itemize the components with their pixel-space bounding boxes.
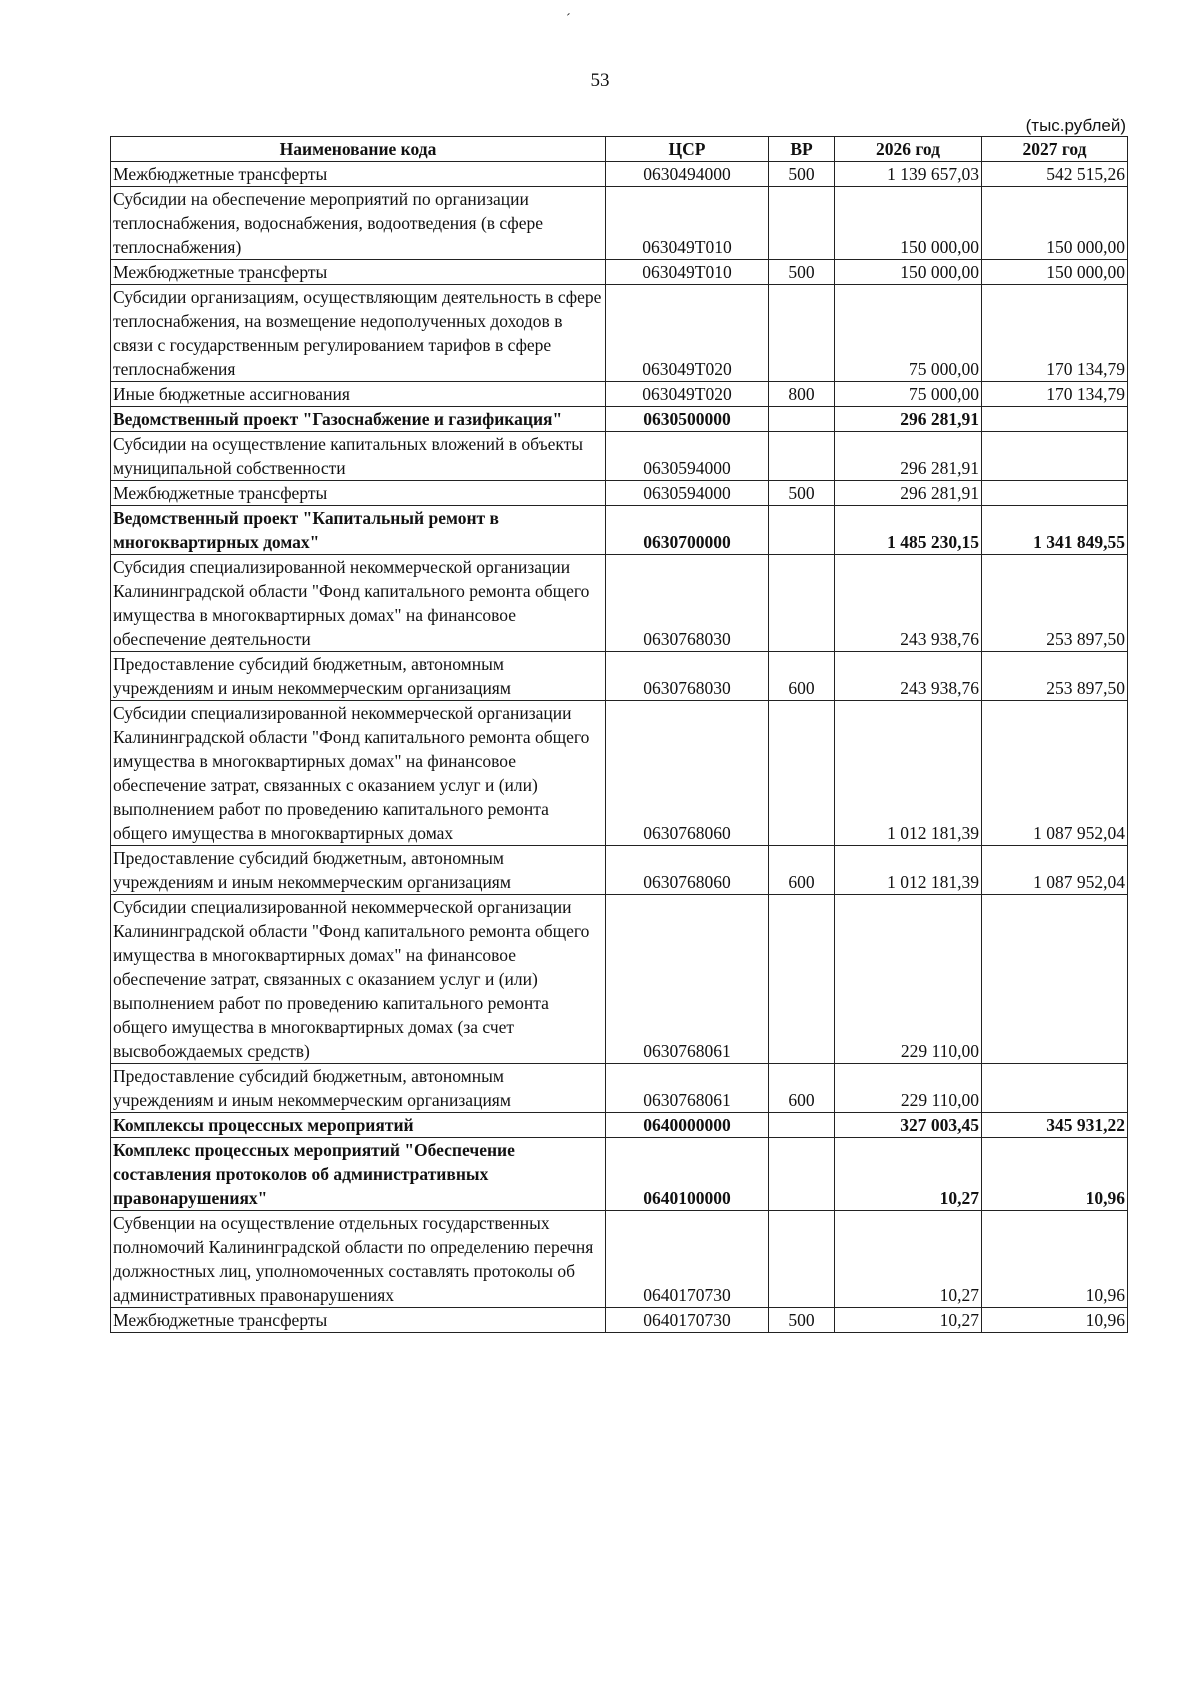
row-csr-cell: 0630594000 bbox=[606, 432, 769, 481]
row-csr-cell: 063049Т020 bbox=[606, 285, 769, 382]
row-2026-cell: 10,27 bbox=[835, 1308, 982, 1333]
row-csr-cell: 063049Т020 bbox=[606, 382, 769, 407]
row-2027-cell: 345 931,22 bbox=[982, 1113, 1128, 1138]
units-label: (тыс.рублей) bbox=[1025, 116, 1126, 135]
row-name-cell: Иные бюджетные ассигнования bbox=[111, 382, 606, 407]
row-2027-cell: 170 134,79 bbox=[982, 382, 1128, 407]
row-2026-cell: 75 000,00 bbox=[835, 285, 982, 382]
table-row bbox=[111, 895, 1128, 1064]
row-name-cell: Субсидии организациям, осуществляющим деятельность в сфере теплоснабжения, на возмещение недополученных доходов в связи с государственным регулированием тарифов в сфере теплоснабжения bbox=[111, 285, 606, 382]
row-vr-cell bbox=[769, 555, 835, 652]
row-vr-cell: 500 bbox=[769, 260, 835, 285]
row-2026-cell: 296 281,91 bbox=[835, 407, 982, 432]
table-row bbox=[111, 555, 1128, 652]
row-name-cell: Субсидия специализированной некоммерческой организации Калининградской области "Фонд капитального ремонта общего имущества в многоквартирных домах" на финансовое обеспечение деятельности bbox=[111, 555, 606, 652]
row-2026-cell: 75 000,00 bbox=[835, 382, 982, 407]
row-vr-cell bbox=[769, 1211, 835, 1308]
row-2026-cell: 1 485 230,15 bbox=[835, 506, 982, 555]
row-2026-cell: 10,27 bbox=[835, 1138, 982, 1211]
table-row bbox=[111, 652, 1128, 701]
row-2027-cell bbox=[982, 432, 1128, 481]
row-name-cell: Межбюджетные трансферты bbox=[111, 481, 606, 506]
row-2026-cell: 150 000,00 bbox=[835, 260, 982, 285]
row-csr-cell: 0630594000 bbox=[606, 481, 769, 506]
table-row bbox=[111, 285, 1128, 382]
row-csr-cell: 0630768030 bbox=[606, 555, 769, 652]
row-name-cell: Ведомственный проект "Газоснабжение и газификация" bbox=[111, 407, 606, 432]
row-name-cell: Межбюджетные трансферты bbox=[111, 162, 606, 187]
row-name-cell: Субсидии на осуществление капитальных вложений в объекты муниципальной собственности bbox=[111, 432, 606, 481]
row-name-cell: Субсидии на обеспечение мероприятий по организации теплоснабжения, водоснабжения, водоотведения (в сфере теплоснабжения) bbox=[111, 187, 606, 260]
header-2027: 2027 год bbox=[982, 137, 1128, 162]
row-name-cell: Субсидии специализированной некоммерческой организации Калининградской области "Фонд капитального ремонта общего имущества в многоквартирных домах" на финансовое обеспечение затрат, связанных с оказанием услуг и (или) выполнением работ по проведению капитального ремонта общего имущества в многоквартирных домах (за счет высвобождаемых средств) bbox=[111, 895, 606, 1064]
row-name-cell: Ведомственный проект "Капитальный ремонт в многоквартирных домах" bbox=[111, 506, 606, 555]
row-2027-cell: 1 341 849,55 bbox=[982, 506, 1128, 555]
row-2026-cell: 229 110,00 bbox=[835, 1064, 982, 1113]
row-2027-cell: 10,96 bbox=[982, 1138, 1128, 1211]
table-body bbox=[111, 162, 1128, 1333]
row-csr-cell: 0630494000 bbox=[606, 162, 769, 187]
row-csr-cell: 063049Т010 bbox=[606, 260, 769, 285]
row-name-cell: Предоставление субсидий бюджетным, автономным учреждениям и иным некоммерческим организациям bbox=[111, 1064, 606, 1113]
row-vr-cell bbox=[769, 407, 835, 432]
row-name-cell: Субвенции на осуществление отдельных государственных полномочий Калининградской области по определению перечня должностных лиц, уполномоченных составлять протоколы об административных правонарушениях bbox=[111, 1211, 606, 1308]
row-vr-cell bbox=[769, 506, 835, 555]
row-vr-cell: 500 bbox=[769, 481, 835, 506]
table-row bbox=[111, 1211, 1128, 1308]
row-2027-cell: 10,96 bbox=[982, 1308, 1128, 1333]
row-vr-cell: 500 bbox=[769, 162, 835, 187]
budget-table bbox=[110, 136, 1128, 1333]
row-csr-cell: 063049Т010 bbox=[606, 187, 769, 260]
row-vr-cell bbox=[769, 1138, 835, 1211]
row-vr-cell bbox=[769, 285, 835, 382]
row-2027-cell: 542 515,26 bbox=[982, 162, 1128, 187]
header-name: Наименование кода bbox=[111, 137, 606, 162]
table-row bbox=[111, 162, 1128, 187]
row-2027-cell bbox=[982, 481, 1128, 506]
row-2027-cell bbox=[982, 895, 1128, 1064]
table-row bbox=[111, 187, 1128, 260]
row-2027-cell: 170 134,79 bbox=[982, 285, 1128, 382]
row-2027-cell bbox=[982, 407, 1128, 432]
row-name-cell: Предоставление субсидий бюджетным, автономным учреждениям и иным некоммерческим организациям bbox=[111, 652, 606, 701]
scan-mark: ˊ bbox=[566, 12, 571, 27]
row-csr-cell: 0630500000 bbox=[606, 407, 769, 432]
row-vr-cell bbox=[769, 1113, 835, 1138]
row-vr-cell bbox=[769, 701, 835, 846]
row-2026-cell: 10,27 bbox=[835, 1211, 982, 1308]
table-row bbox=[111, 1308, 1128, 1333]
row-vr-cell: 600 bbox=[769, 1064, 835, 1113]
row-2027-cell bbox=[982, 1064, 1128, 1113]
row-name-cell: Межбюджетные трансферты bbox=[111, 1308, 606, 1333]
row-vr-cell: 500 bbox=[769, 1308, 835, 1333]
row-2026-cell: 229 110,00 bbox=[835, 895, 982, 1064]
row-csr-cell: 0630768060 bbox=[606, 846, 769, 895]
row-vr-cell: 800 bbox=[769, 382, 835, 407]
row-2026-cell: 1 012 181,39 bbox=[835, 846, 982, 895]
row-2026-cell: 296 281,91 bbox=[835, 432, 982, 481]
row-csr-cell: 0630768060 bbox=[606, 701, 769, 846]
page-number: 53 bbox=[590, 70, 610, 91]
row-2027-cell: 1 087 952,04 bbox=[982, 846, 1128, 895]
row-csr-cell: 0640100000 bbox=[606, 1138, 769, 1211]
table-row bbox=[111, 432, 1128, 481]
row-name-cell: Комплекс процессных мероприятий "Обеспечение составления протоколов об административных правонарушениях" bbox=[111, 1138, 606, 1211]
row-name-cell: Предоставление субсидий бюджетным, автономным учреждениям и иным некоммерческим организациям bbox=[111, 846, 606, 895]
table-row bbox=[111, 382, 1128, 407]
table-row bbox=[111, 701, 1128, 846]
row-csr-cell: 0640170730 bbox=[606, 1308, 769, 1333]
row-vr-cell bbox=[769, 187, 835, 260]
row-csr-cell: 0640000000 bbox=[606, 1113, 769, 1138]
row-2027-cell: 1 087 952,04 bbox=[982, 701, 1128, 846]
row-vr-cell bbox=[769, 432, 835, 481]
row-2027-cell: 253 897,50 bbox=[982, 555, 1128, 652]
row-2027-cell: 253 897,50 bbox=[982, 652, 1128, 701]
row-csr-cell: 0640170730 bbox=[606, 1211, 769, 1308]
row-csr-cell: 0630700000 bbox=[606, 506, 769, 555]
row-2026-cell: 296 281,91 bbox=[835, 481, 982, 506]
row-csr-cell: 0630768061 bbox=[606, 1064, 769, 1113]
row-2026-cell: 150 000,00 bbox=[835, 187, 982, 260]
row-2026-cell: 327 003,45 bbox=[835, 1113, 982, 1138]
table-row bbox=[111, 1113, 1128, 1138]
row-2026-cell: 1 012 181,39 bbox=[835, 701, 982, 846]
table-row bbox=[111, 846, 1128, 895]
table-row bbox=[111, 481, 1128, 506]
row-2026-cell: 1 139 657,03 bbox=[835, 162, 982, 187]
table-row bbox=[111, 260, 1128, 285]
row-vr-cell: 600 bbox=[769, 846, 835, 895]
row-name-cell: Межбюджетные трансферты bbox=[111, 260, 606, 285]
row-2027-cell: 150 000,00 bbox=[982, 187, 1128, 260]
row-csr-cell: 0630768030 bbox=[606, 652, 769, 701]
row-name-cell: Субсидии специализированной некоммерческой организации Калининградской области "Фонд капитального ремонта общего имущества в многоквартирных домах" на финансовое обеспечение затрат, связанных с оказанием услуг и (или) выполнением работ по проведению капитального ремонта общего имущества в многоквартирных домах bbox=[111, 701, 606, 846]
row-name-cell: Комплексы процессных мероприятий bbox=[111, 1113, 606, 1138]
row-csr-cell: 0630768061 bbox=[606, 895, 769, 1064]
table-row bbox=[111, 506, 1128, 555]
row-2027-cell: 150 000,00 bbox=[982, 260, 1128, 285]
table-header-row bbox=[111, 137, 1128, 162]
table-row bbox=[111, 1064, 1128, 1113]
header-csr: ЦСР bbox=[606, 137, 769, 162]
header-2026: 2026 год bbox=[835, 137, 982, 162]
row-vr-cell bbox=[769, 895, 835, 1064]
table-row bbox=[111, 1138, 1128, 1211]
table-row bbox=[111, 407, 1128, 432]
header-vr: ВР bbox=[769, 137, 835, 162]
row-2026-cell: 243 938,76 bbox=[835, 652, 982, 701]
row-vr-cell: 600 bbox=[769, 652, 835, 701]
row-2026-cell: 243 938,76 bbox=[835, 555, 982, 652]
row-2027-cell: 10,96 bbox=[982, 1211, 1128, 1308]
